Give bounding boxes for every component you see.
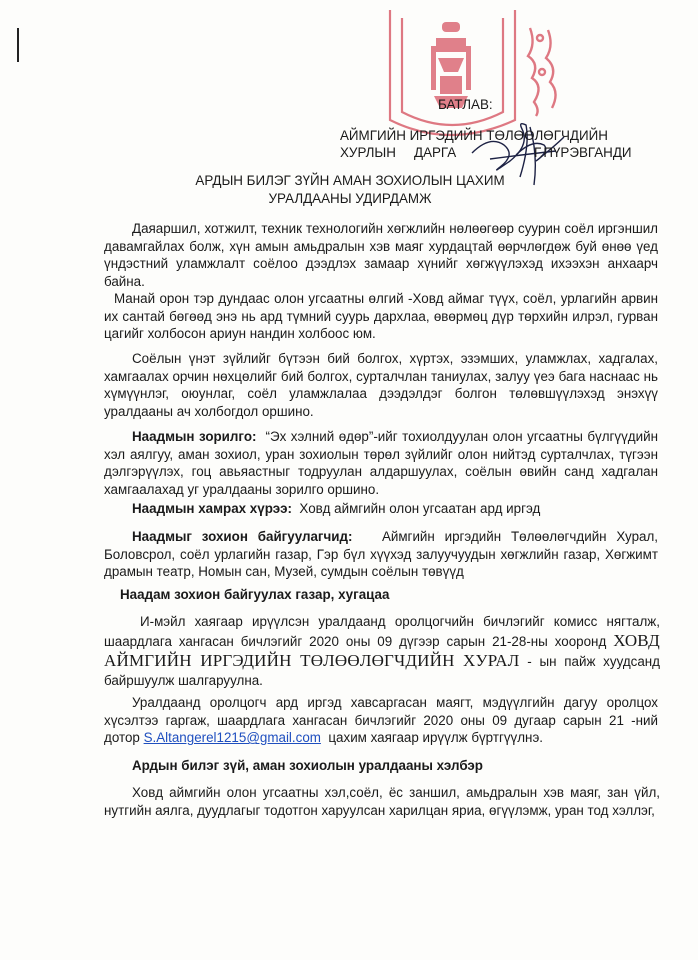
goal-paragraph — [104, 428, 658, 498]
email-link[interactable]: S.Altangerel1215@gmail.com — [143, 730, 321, 746]
approver-name: Г.ПҮРЭВГАНДИ — [534, 145, 632, 160]
scope-label: Наадмын хамрах хүрээ: — [132, 501, 292, 516]
document-title-line2: УРАЛДААНЫ УДИРДАМЖ — [268, 191, 432, 206]
submission-text-a: И-мэйл хаягаар ирүүлсэн уралдаанд оролцогчийн бичлэгийг комисс нягталж, шаардлага хангасан бичлэгийг 2020 оны 09 дүгээр сарын 21-28-ны хооронд — [104, 614, 660, 649]
place-time-heading: Наадам зохион байгуулах газар, хугацаа — [120, 587, 390, 602]
organizers-paragraph — [104, 528, 658, 581]
goal-label: Наадмын зорилго: — [132, 429, 257, 444]
registration-text-b: цахим хаягаар ирүүлж бүртгүүлнэ. — [328, 730, 543, 746]
margin-mark — [17, 28, 19, 62]
approver-title-a: ХУРЛЫН — [340, 145, 396, 160]
scope-text: Ховд аймгийн олон угсаатан ард иргэд — [299, 501, 541, 516]
document-title-line1: АРДЫН БИЛЭГ ЗҮЙН АМАН ЗОХИОЛЫН ЦАХИМ — [195, 173, 505, 188]
council-name-emphasis: ХОВД АЙМГИЙН ИРГЭДИЙН ТӨЛӨӨЛӨГЧДИЙН ХУРАЛ — [104, 631, 660, 670]
document-title — [150, 172, 550, 208]
approver-org-line: АЙМГИЙН ИРГЭДИЙН ТӨЛӨӨЛӨГЧДИЙН — [340, 128, 608, 143]
organizers-label: Наадмыг зохион байгуулагчид: — [132, 529, 353, 544]
submission-text-b: - ын пайж хуудсанд байршуулж шалгаруулна. — [104, 654, 660, 688]
contest-form-paragraph: Ховд аймгийн олон угсаатны хэл,соёл, ёс заншил, амьдралын хэв маяг, зан үйл, нутгийн аялга, дуудлагыг тодотгон харуулсан харилцан яриа, өгүүлэмж, уран тод хэллэг, — [104, 785, 660, 818]
scope-paragraph — [104, 500, 658, 518]
region-paragraph: Манай орон тэр дундаас олон угсаатны өлгий -Ховд аймаг түүх, соёл, урлагийн арвин их сантай бөгөөд энэ нь ард түмний суурь дархлаа, өвөрмөц дүр төрхийн илрэл, гурван цагийг холбосон ариун нандин холбоос юм. — [104, 291, 658, 342]
approve-label: БАТЛАВ: — [438, 97, 493, 112]
submission-paragraph — [104, 612, 660, 690]
importance-paragraph: Соёлын үнэт зүйлийг бүтээн бий болгох, хүртэх, эзэмших, уламжлах, хадгалах, хамгаалах орчин нөхцөлийг бий болгох, сурталчлан таниулах, залуу үеэ бага наснаас нь хүмүүнлэг, оюунлаг, соёл уламжлалаа дээдэлдэг болгон төлөвшүүлэхэд энэхүү уралдааны ач холбогдол оршино. — [104, 351, 658, 419]
organizers-text: Аймгийн иргэдийн Төлөөлөгчдийн Хурал, Боловсрол, соёл урлагийн газар, Гэр бүл хүүхэд залуучуудын хөгжлийн газар, Хөгжимт драмын театр, Номын сан, Музей, сумдын соёлын төвүүд — [104, 529, 658, 580]
intro-paragraph: Даяаршил, хотжилт, техник технологийн хөгжлийн нөлөөгөөр суурин соёл иргэншил давамгайлах болж, хүн амын амьдралын хэв маяг хурдацтай өөрчлөгдөж буй өнөө үед үндэстний уламжлалт соёлоо дээдлэх замаар хүнийг хөгжүүлэхэд ихээхэн анхаарч байна. — [104, 221, 658, 289]
approver-title-b: ДАРГА — [414, 145, 457, 160]
registration-paragraph — [104, 694, 658, 747]
registration-text-a: Уралдаанд оролцогч ард иргэд хавсаргасан маягт, мэдүүлгийн дагуу оролцох хүсэлтээ гаргаж, шаардлага хангасан бичлэгийг 2020 оны 09 дугаар сарын 21 -ний дотор — [104, 695, 658, 746]
goal-text: “Эх хэлний өдөр”-ийг тохиолдуулан олон угсаатны бүлгүүдийн хэл аялгуу, аман зохиол, уран зохиолын төрөл зүйлийг олон нийтэд сурталчлах, түгээн дэлгэрүүлэх, гоц авьяастныг тодруулан алдаршуулах, соёлын өвийн санд хадгалан хамгаалахад уг уралдааны зорилго оршино. — [104, 429, 658, 497]
seal-script-icon — [510, 24, 570, 119]
contest-form-heading: Ардын билэг зүй, аман зохиолын уралдааны хэлбэр — [132, 758, 483, 773]
